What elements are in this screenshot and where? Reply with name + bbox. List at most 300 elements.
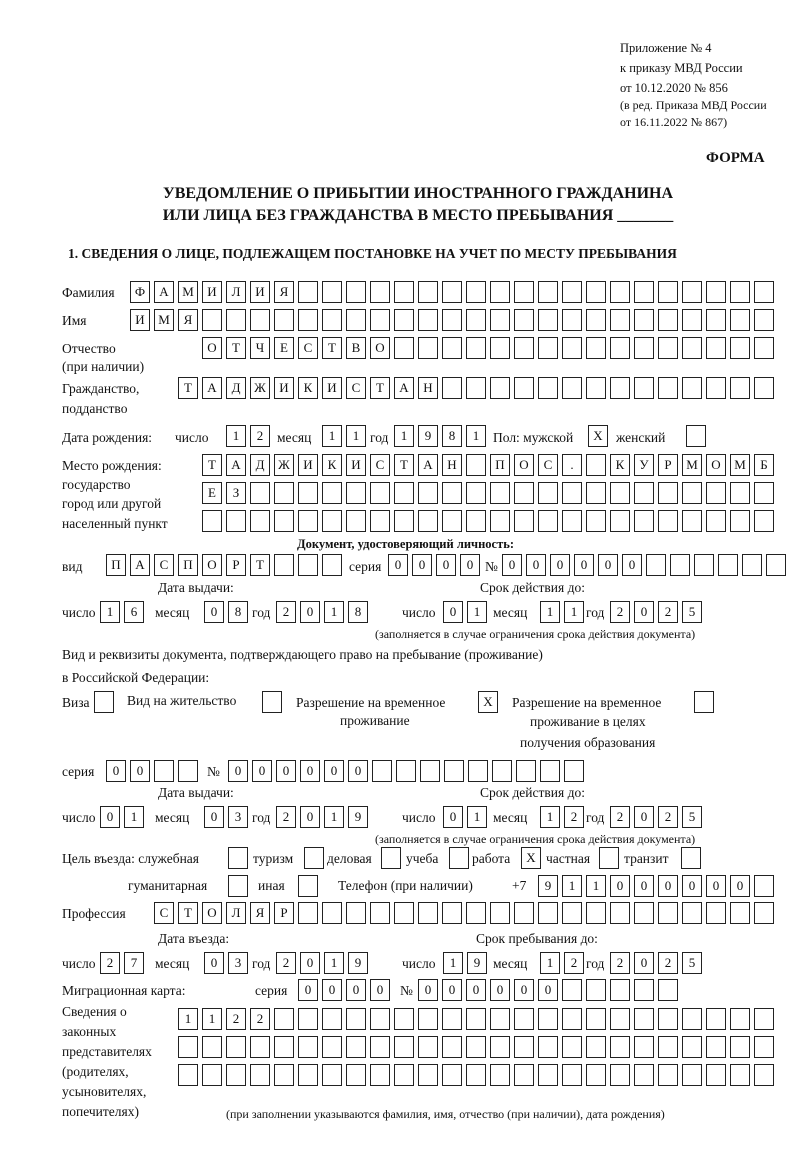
char-cell[interactable]: 0 [490, 979, 510, 1001]
char-cell[interactable]: Я [274, 281, 294, 303]
char-cell[interactable]: С [346, 377, 366, 399]
char-cell[interactable]: 3 [228, 806, 248, 828]
char-cell[interactable] [634, 309, 654, 331]
char-cell[interactable]: И [322, 377, 342, 399]
char-cell[interactable] [202, 1036, 222, 1058]
char-cell[interactable]: 1 [540, 952, 560, 974]
char-cell[interactable] [274, 309, 294, 331]
char-cell[interactable] [490, 510, 510, 532]
char-cell[interactable]: 0 [252, 760, 272, 782]
char-cell[interactable] [634, 1008, 654, 1030]
char-cell[interactable]: Т [322, 337, 342, 359]
char-cell[interactable] [610, 377, 630, 399]
char-cell[interactable]: 0 [443, 806, 463, 828]
char-cell[interactable]: 9 [418, 425, 438, 447]
char-cell[interactable] [466, 510, 486, 532]
char-cell[interactable] [466, 281, 486, 303]
char-cell[interactable] [610, 979, 630, 1001]
char-cell[interactable]: С [538, 454, 558, 476]
char-cell[interactable] [466, 1008, 486, 1030]
char-cell[interactable]: 0 [550, 554, 570, 576]
char-cell[interactable] [538, 510, 558, 532]
char-cell[interactable] [682, 309, 702, 331]
char-cell[interactable] [418, 1036, 438, 1058]
char-cell[interactable] [418, 1064, 438, 1086]
char-cell[interactable] [562, 482, 582, 504]
char-cell[interactable] [682, 1064, 702, 1086]
char-cell[interactable]: 0 [300, 760, 320, 782]
char-cell[interactable] [634, 482, 654, 504]
char-cell[interactable] [730, 337, 750, 359]
char-cell[interactable] [370, 1064, 390, 1086]
char-cell[interactable] [754, 482, 774, 504]
char-cell[interactable] [466, 337, 486, 359]
char-cell[interactable]: 0 [706, 875, 726, 897]
char-cell[interactable] [516, 760, 536, 782]
char-cell[interactable]: 0 [346, 979, 366, 1001]
char-cell[interactable]: Н [442, 454, 462, 476]
char-cell[interactable]: Р [226, 554, 246, 576]
char-cell[interactable]: Д [226, 377, 246, 399]
char-cell[interactable]: З [226, 482, 246, 504]
char-cell[interactable] [394, 1008, 414, 1030]
char-cell[interactable]: 1 [394, 425, 414, 447]
char-cell[interactable] [706, 1064, 726, 1086]
char-cell[interactable] [586, 482, 606, 504]
char-cell[interactable] [538, 377, 558, 399]
char-cell[interactable] [322, 902, 342, 924]
char-cell[interactable] [586, 454, 606, 476]
char-cell[interactable]: 2 [276, 601, 296, 623]
char-cell[interactable]: 2 [226, 1008, 246, 1030]
char-cell[interactable]: 2 [610, 601, 630, 623]
char-cell[interactable]: 5 [682, 952, 702, 974]
char-cell[interactable] [562, 902, 582, 924]
char-cell[interactable] [298, 510, 318, 532]
char-cell[interactable] [442, 902, 462, 924]
char-cell[interactable]: 0 [204, 806, 224, 828]
char-cell[interactable]: 0 [204, 601, 224, 623]
char-cell[interactable] [490, 1008, 510, 1030]
char-cell[interactable] [394, 337, 414, 359]
char-cell[interactable] [586, 1008, 606, 1030]
char-cell[interactable]: 0 [300, 806, 320, 828]
char-cell[interactable] [538, 1064, 558, 1086]
char-cell[interactable]: 2 [658, 601, 678, 623]
char-cell[interactable] [610, 337, 630, 359]
char-cell[interactable] [564, 760, 584, 782]
char-cell[interactable]: 0 [324, 760, 344, 782]
char-cell[interactable] [226, 309, 246, 331]
char-cell[interactable] [442, 482, 462, 504]
char-cell[interactable]: И [346, 454, 366, 476]
char-cell[interactable] [298, 1036, 318, 1058]
char-cell[interactable] [610, 510, 630, 532]
char-cell[interactable] [686, 425, 706, 447]
char-cell[interactable] [442, 309, 462, 331]
char-cell[interactable] [538, 309, 558, 331]
char-cell[interactable] [346, 309, 366, 331]
char-cell[interactable] [658, 979, 678, 1001]
char-cell[interactable] [418, 902, 438, 924]
char-cell[interactable]: Т [226, 337, 246, 359]
char-cell[interactable] [634, 510, 654, 532]
char-cell[interactable] [730, 309, 750, 331]
char-cell[interactable] [490, 377, 510, 399]
char-cell[interactable] [250, 1036, 270, 1058]
char-cell[interactable]: А [394, 377, 414, 399]
char-cell[interactable]: Т [202, 454, 222, 476]
char-cell[interactable]: 1 [586, 875, 606, 897]
char-cell[interactable] [730, 510, 750, 532]
char-cell[interactable]: Е [274, 337, 294, 359]
char-cell[interactable] [370, 902, 390, 924]
char-cell[interactable]: 1 [540, 806, 560, 828]
char-cell[interactable]: 0 [634, 806, 654, 828]
char-cell[interactable] [178, 1064, 198, 1086]
char-cell[interactable] [298, 1008, 318, 1030]
char-cell[interactable] [466, 902, 486, 924]
char-cell[interactable] [418, 281, 438, 303]
char-cell[interactable] [442, 1008, 462, 1030]
char-cell[interactable] [706, 510, 726, 532]
char-cell[interactable] [706, 337, 726, 359]
char-cell[interactable]: 0 [106, 760, 126, 782]
char-cell[interactable]: 0 [348, 760, 368, 782]
char-cell[interactable]: Т [250, 554, 270, 576]
char-cell[interactable]: 0 [300, 952, 320, 974]
char-cell[interactable]: П [178, 554, 198, 576]
char-cell[interactable]: 5 [682, 806, 702, 828]
char-cell[interactable]: 0 [598, 554, 618, 576]
char-cell[interactable]: 2 [276, 952, 296, 974]
char-cell[interactable] [646, 554, 666, 576]
char-cell[interactable] [586, 309, 606, 331]
char-cell[interactable]: 1 [346, 425, 366, 447]
char-cell[interactable]: Л [226, 281, 246, 303]
char-cell[interactable]: 0 [443, 601, 463, 623]
char-cell[interactable] [754, 902, 774, 924]
char-cell[interactable]: 2 [250, 425, 270, 447]
char-cell[interactable] [226, 510, 246, 532]
char-cell[interactable] [370, 482, 390, 504]
char-cell[interactable]: 0 [502, 554, 522, 576]
char-cell[interactable]: Р [274, 902, 294, 924]
char-cell[interactable]: 8 [228, 601, 248, 623]
char-cell[interactable]: Д [250, 454, 270, 476]
char-cell[interactable]: С [154, 902, 174, 924]
char-cell[interactable] [514, 482, 534, 504]
char-cell[interactable]: А [154, 281, 174, 303]
char-cell[interactable]: К [298, 377, 318, 399]
char-cell[interactable] [514, 510, 534, 532]
char-cell[interactable] [370, 510, 390, 532]
char-cell[interactable] [562, 1064, 582, 1086]
char-cell[interactable] [228, 875, 248, 897]
char-cell[interactable] [262, 691, 282, 713]
char-cell[interactable] [322, 510, 342, 532]
char-cell[interactable] [442, 337, 462, 359]
char-cell[interactable] [490, 281, 510, 303]
char-cell[interactable] [346, 1064, 366, 1086]
char-cell[interactable] [298, 482, 318, 504]
char-cell[interactable] [226, 1036, 246, 1058]
char-cell[interactable] [394, 482, 414, 504]
char-cell[interactable] [514, 902, 534, 924]
char-cell[interactable] [754, 875, 774, 897]
char-cell[interactable] [444, 760, 464, 782]
char-cell[interactable] [298, 1064, 318, 1086]
char-cell[interactable]: 0 [466, 979, 486, 1001]
char-cell[interactable] [274, 1064, 294, 1086]
char-cell[interactable]: 2 [276, 806, 296, 828]
char-cell[interactable] [682, 281, 702, 303]
char-cell[interactable] [742, 554, 762, 576]
char-cell[interactable]: 0 [204, 952, 224, 974]
char-cell[interactable] [514, 1036, 534, 1058]
char-cell[interactable] [634, 1036, 654, 1058]
char-cell[interactable] [658, 377, 678, 399]
char-cell[interactable]: 0 [100, 806, 120, 828]
char-cell[interactable] [694, 691, 714, 713]
char-cell[interactable] [718, 554, 738, 576]
char-cell[interactable] [514, 309, 534, 331]
char-cell[interactable] [346, 510, 366, 532]
char-cell[interactable] [562, 1036, 582, 1058]
char-cell[interactable] [754, 309, 774, 331]
char-cell[interactable] [274, 1036, 294, 1058]
char-cell[interactable] [706, 309, 726, 331]
char-cell[interactable] [466, 1064, 486, 1086]
char-cell[interactable]: 0 [418, 979, 438, 1001]
char-cell[interactable]: 0 [574, 554, 594, 576]
char-cell[interactable] [658, 1008, 678, 1030]
char-cell[interactable]: И [250, 281, 270, 303]
char-cell[interactable] [610, 482, 630, 504]
char-cell[interactable] [514, 281, 534, 303]
char-cell[interactable]: 1 [564, 601, 584, 623]
char-cell[interactable]: Т [370, 377, 390, 399]
char-cell[interactable]: 9 [538, 875, 558, 897]
char-cell[interactable]: Р [658, 454, 678, 476]
char-cell[interactable]: 1 [467, 806, 487, 828]
char-cell[interactable] [322, 1008, 342, 1030]
char-cell[interactable] [466, 482, 486, 504]
char-cell[interactable] [610, 1008, 630, 1030]
char-cell[interactable]: И [130, 309, 150, 331]
char-cell[interactable] [658, 482, 678, 504]
char-cell[interactable]: Л [226, 902, 246, 924]
char-cell[interactable]: 0 [658, 875, 678, 897]
char-cell[interactable] [322, 1036, 342, 1058]
char-cell[interactable]: 0 [514, 979, 534, 1001]
char-cell[interactable] [754, 281, 774, 303]
char-cell[interactable]: А [130, 554, 150, 576]
char-cell[interactable] [730, 482, 750, 504]
char-cell[interactable] [658, 337, 678, 359]
char-cell[interactable] [634, 1064, 654, 1086]
char-cell[interactable] [202, 1064, 222, 1086]
char-cell[interactable] [681, 847, 701, 869]
char-cell[interactable]: К [322, 454, 342, 476]
char-cell[interactable]: О [706, 454, 726, 476]
char-cell[interactable] [298, 281, 318, 303]
char-cell[interactable]: 7 [124, 952, 144, 974]
char-cell[interactable]: 5 [682, 601, 702, 623]
char-cell[interactable] [754, 377, 774, 399]
char-cell[interactable] [610, 309, 630, 331]
char-cell[interactable]: И [274, 377, 294, 399]
char-cell[interactable]: 1 [562, 875, 582, 897]
char-cell[interactable]: С [154, 554, 174, 576]
char-cell[interactable]: 1 [324, 806, 344, 828]
char-cell[interactable] [322, 281, 342, 303]
char-cell[interactable] [562, 510, 582, 532]
char-cell[interactable]: К [610, 454, 630, 476]
char-cell[interactable] [394, 309, 414, 331]
char-cell[interactable] [599, 847, 619, 869]
char-cell[interactable] [274, 482, 294, 504]
char-cell[interactable]: И [298, 454, 318, 476]
char-cell[interactable]: 8 [348, 601, 368, 623]
char-cell[interactable] [538, 1008, 558, 1030]
char-cell[interactable]: 2 [610, 952, 630, 974]
char-cell[interactable] [250, 510, 270, 532]
char-cell[interactable]: 2 [250, 1008, 270, 1030]
char-cell[interactable] [610, 1064, 630, 1086]
char-cell[interactable]: 6 [124, 601, 144, 623]
char-cell[interactable]: 1 [466, 425, 486, 447]
char-cell[interactable] [682, 1008, 702, 1030]
char-cell[interactable] [442, 377, 462, 399]
char-cell[interactable] [586, 902, 606, 924]
char-cell[interactable] [418, 309, 438, 331]
char-cell[interactable]: О [370, 337, 390, 359]
char-cell[interactable]: 0 [634, 952, 654, 974]
char-cell[interactable] [298, 902, 318, 924]
char-cell[interactable]: У [634, 454, 654, 476]
char-cell[interactable] [394, 1036, 414, 1058]
char-cell[interactable]: 2 [564, 806, 584, 828]
char-cell[interactable]: Я [178, 309, 198, 331]
char-cell[interactable]: 2 [610, 806, 630, 828]
char-cell[interactable] [466, 377, 486, 399]
char-cell[interactable] [228, 847, 248, 869]
char-cell[interactable] [178, 760, 198, 782]
char-cell[interactable]: X [478, 691, 498, 713]
char-cell[interactable] [94, 691, 114, 713]
char-cell[interactable] [682, 482, 702, 504]
char-cell[interactable] [370, 281, 390, 303]
char-cell[interactable]: 0 [622, 554, 642, 576]
char-cell[interactable] [562, 1008, 582, 1030]
char-cell[interactable] [658, 1036, 678, 1058]
char-cell[interactable] [562, 337, 582, 359]
char-cell[interactable] [418, 337, 438, 359]
char-cell[interactable] [562, 309, 582, 331]
char-cell[interactable]: 1 [226, 425, 246, 447]
char-cell[interactable]: М [730, 454, 750, 476]
char-cell[interactable] [730, 902, 750, 924]
char-cell[interactable]: 0 [412, 554, 432, 576]
char-cell[interactable] [418, 1008, 438, 1030]
char-cell[interactable] [274, 510, 294, 532]
char-cell[interactable]: Я [250, 902, 270, 924]
char-cell[interactable]: И [202, 281, 222, 303]
char-cell[interactable] [381, 847, 401, 869]
char-cell[interactable] [730, 1064, 750, 1086]
char-cell[interactable]: Ф [130, 281, 150, 303]
char-cell[interactable] [322, 482, 342, 504]
char-cell[interactable]: 9 [467, 952, 487, 974]
char-cell[interactable] [154, 760, 174, 782]
char-cell[interactable]: Ж [250, 377, 270, 399]
char-cell[interactable] [274, 1008, 294, 1030]
char-cell[interactable] [466, 1036, 486, 1058]
char-cell[interactable] [682, 510, 702, 532]
char-cell[interactable] [490, 902, 510, 924]
char-cell[interactable] [514, 377, 534, 399]
char-cell[interactable]: 9 [348, 952, 368, 974]
char-cell[interactable]: 2 [658, 952, 678, 974]
char-cell[interactable] [586, 1064, 606, 1086]
char-cell[interactable]: 0 [538, 979, 558, 1001]
char-cell[interactable] [562, 281, 582, 303]
char-cell[interactable]: М [154, 309, 174, 331]
char-cell[interactable] [442, 1036, 462, 1058]
char-cell[interactable] [754, 510, 774, 532]
char-cell[interactable] [610, 1036, 630, 1058]
char-cell[interactable] [634, 377, 654, 399]
char-cell[interactable] [346, 482, 366, 504]
char-cell[interactable] [706, 1036, 726, 1058]
char-cell[interactable] [754, 1064, 774, 1086]
char-cell[interactable]: 0 [460, 554, 480, 576]
char-cell[interactable] [586, 377, 606, 399]
char-cell[interactable]: 1 [540, 601, 560, 623]
char-cell[interactable] [370, 309, 390, 331]
char-cell[interactable] [730, 1008, 750, 1030]
char-cell[interactable]: Н [418, 377, 438, 399]
char-cell[interactable] [562, 979, 582, 1001]
char-cell[interactable] [586, 510, 606, 532]
char-cell[interactable]: 1 [324, 601, 344, 623]
char-cell[interactable] [706, 902, 726, 924]
char-cell[interactable]: Т [178, 377, 198, 399]
char-cell[interactable]: А [202, 377, 222, 399]
char-cell[interactable] [346, 902, 366, 924]
char-cell[interactable] [490, 337, 510, 359]
char-cell[interactable] [322, 554, 342, 576]
char-cell[interactable] [394, 281, 414, 303]
char-cell[interactable]: 0 [634, 601, 654, 623]
char-cell[interactable]: X [521, 847, 541, 869]
char-cell[interactable] [466, 454, 486, 476]
char-cell[interactable] [706, 1008, 726, 1030]
char-cell[interactable]: 2 [100, 952, 120, 974]
char-cell[interactable]: 0 [322, 979, 342, 1001]
char-cell[interactable]: Ж [274, 454, 294, 476]
char-cell[interactable]: 0 [526, 554, 546, 576]
char-cell[interactable] [730, 281, 750, 303]
char-cell[interactable] [490, 309, 510, 331]
char-cell[interactable]: С [370, 454, 390, 476]
char-cell[interactable]: О [202, 902, 222, 924]
char-cell[interactable] [538, 902, 558, 924]
char-cell[interactable] [490, 482, 510, 504]
char-cell[interactable]: М [178, 281, 198, 303]
char-cell[interactable] [562, 377, 582, 399]
